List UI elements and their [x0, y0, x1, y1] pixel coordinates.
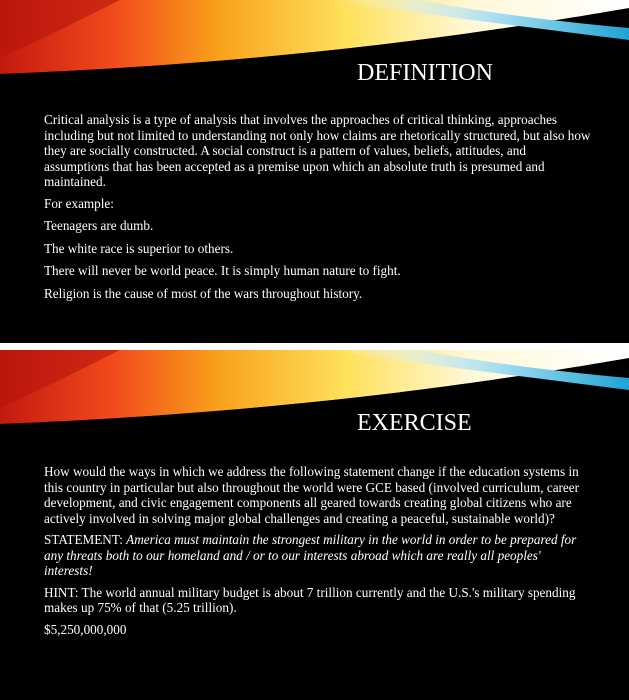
slide-exercise — [0, 350, 629, 700]
slide-title: DEFINITION — [357, 60, 493, 86]
slide-body — [44, 464, 592, 637]
statement — [44, 532, 592, 579]
decorative-banner — [0, 0, 629, 80]
statement-label: STATEMENT: — [44, 532, 123, 547]
slide-body — [44, 112, 592, 301]
example-item: Teenagers are dumb. — [44, 218, 154, 233]
amount: $5,250,000,000 — [44, 621, 127, 637]
examples-label: For example: — [44, 195, 114, 211]
exercise-question: How would the ways in which we address the following statement change if the education systems in this country in particular but also throughout the world were GCE based (involved curriculum, career development, and civic engagement components all geared towards creating global citizens who are actively involved in solving major global challenges and creating a peaceful, sustainable world)? — [44, 464, 580, 526]
example-item: There will never be world peace. It is simply human nature to fight. — [44, 263, 401, 278]
hint: HINT: The world annual military budget is about 7 trillion currently and the U.S.'s military spending makes up 75% of that (5.25 trillion). — [44, 584, 576, 615]
slide-title: EXERCISE — [357, 410, 472, 436]
definition-paragraph: Critical analysis is a type of analysis that involves the approaches of critical thinking, approaches including but not limited to understanding not only how claims are rhetorically structured, but also how they are socially constructed. A social construct is a pattern of values, beliefs, attitudes, and assumptions that has been accepted as a premise upon which an absolute truth is presumed and maintained. — [44, 112, 591, 189]
statement-text: America must maintain the strongest military in the world in order to be prepared for any threats both to our homeland and / or to our interests abroad which are really all peoples' interests! — [44, 532, 577, 578]
decorative-banner — [0, 350, 629, 430]
example-item: The white race is superior to others. — [44, 240, 234, 256]
example-item: Religion is the cause of most of the wars throughout history. — [44, 285, 363, 301]
slide-definition — [0, 0, 629, 343]
